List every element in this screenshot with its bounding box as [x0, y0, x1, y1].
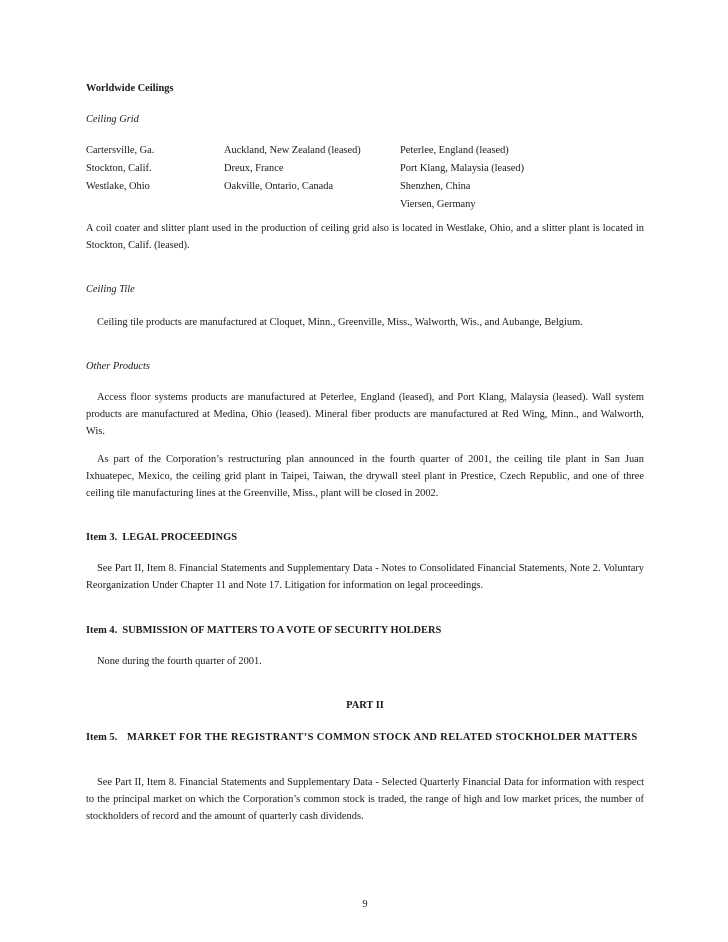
item3-heading: Item 3. LEGAL PROCEEDINGS [86, 532, 237, 543]
location-item: Westlake, Ohio [86, 181, 150, 192]
item5-number: Item 5. [86, 732, 118, 743]
location-column-3 [400, 142, 524, 214]
ceiling-tile-text: Ceiling tile products are manufactured at Cloquet, Minn., Greenville, Miss., Walworth, Wis., and Aubange, Belgium. [97, 317, 583, 328]
item5-title: MARKET FOR THE REGISTRANT’S COMMON STOCK AND RELATED STOCKHOLDER MATTERS [127, 732, 638, 743]
location-item: Stockton, Calif. [86, 163, 152, 174]
item4-heading: Item 4. SUBMISSION OF MATTERS TO A VOTE OF SECURITY HOLDERS [86, 625, 442, 636]
location-item: Oakville, Ontario, Canada [224, 181, 334, 192]
page-number: 9 [362, 899, 368, 910]
part2-heading: PART II [346, 700, 384, 711]
worldwide-ceilings-heading: Worldwide Ceilings [86, 83, 174, 94]
ceiling-grid-note: A coil coater and slitter plant used in the production of ceiling grid also is located in Westlake, Ohio, and a slitter plant is located in Stockton, Calif. (leased). [86, 223, 644, 251]
ceiling-tile-subheading: Ceiling Tile [86, 284, 135, 295]
location-column-1 [86, 142, 154, 196]
location-item: Peterlee, England (leased) [400, 145, 509, 156]
item5-text: See Part II, Item 8. Financial Statements and Supplementary Data - Selected Quarterly Financial Data for information with respect to the principal market on which the Corporation’s common stock is traded, the range of high and low market prices, the number of stockholders of record and the amount of quarterly cash dividends. [86, 777, 644, 822]
location-item: Port Klang, Malaysia (leased) [400, 163, 525, 174]
location-item: Cartersville, Ga. [86, 145, 155, 156]
location-item: Dreux, France [224, 163, 284, 174]
location-item: Viersen, Germany [400, 199, 476, 210]
location-column-2 [224, 142, 361, 196]
item5-heading [86, 729, 644, 746]
location-item: Shenzhen, China [400, 181, 471, 192]
location-item: Auckland, New Zealand (leased) [224, 145, 361, 156]
other-products-paragraph-1: Access floor systems products are manufactured at Peterlee, England (leased), and Port Klang, Malaysia (leased). Wall system products are manufactured at Medina, Ohio (leased). Mineral fiber products are manufactured at Red Wing, Minn., and Walworth, Wis. [86, 392, 644, 437]
other-products-subheading: Other Products [86, 361, 150, 372]
other-products-paragraph-2: As part of the Corporation’s restructuring plan announced in the fourth quarter of 2001, the ceiling tile plant in San Juan Ixhuatepec, Mexico, the ceiling grid plant in Taipei, Taiwan, the drywall steel plant in Prestice, Czech Republic, and one of three ceiling tile manufacturing lines at the Greenville, Miss., plant will be closed in 2002. [86, 454, 644, 499]
item4-text: None during the fourth quarter of 2001. [97, 656, 262, 667]
item3-text: See Part II, Item 8. Financial Statements and Supplementary Data - Notes to Consolidated Financial Statements, Note 2. Voluntary Reorganization Under Chapter 11 and Note 17. Litigation for information on legal proceedings. [86, 563, 644, 591]
ceiling-grid-subheading: Ceiling Grid [86, 114, 139, 125]
